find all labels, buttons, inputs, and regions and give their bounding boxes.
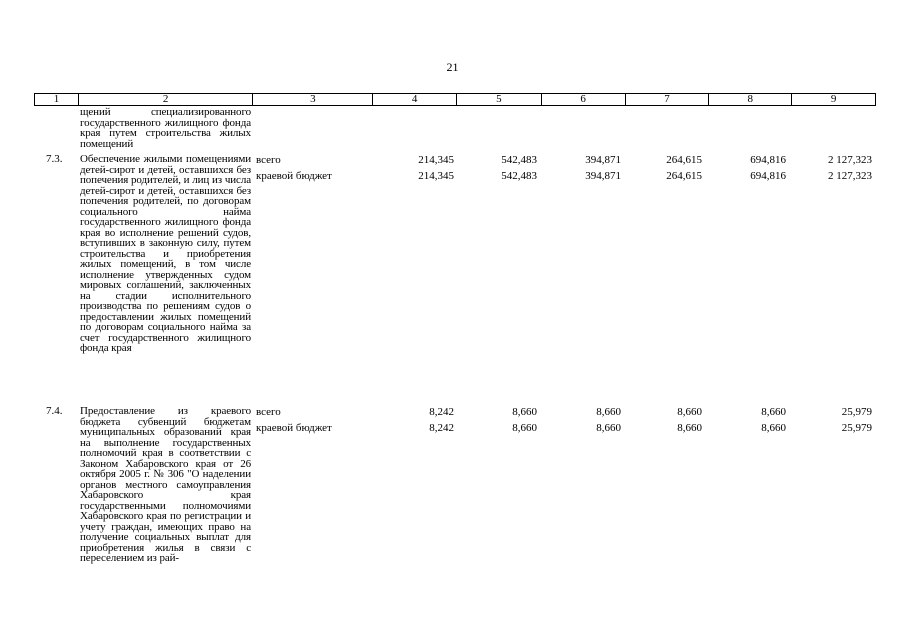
value-cell: 8,660 xyxy=(596,422,621,434)
value-cell: 394,871 xyxy=(585,154,621,166)
header-col-9: 9 xyxy=(830,93,837,105)
line-label: всего xyxy=(256,154,281,166)
value-cell: 8,660 xyxy=(761,406,786,418)
value-cell: 8,660 xyxy=(761,422,786,434)
value-cell: 214,345 xyxy=(418,154,454,166)
page-number: 21 xyxy=(446,60,459,74)
value-cell: 8,660 xyxy=(677,406,702,418)
value-cell: 8,660 xyxy=(512,422,537,434)
value-cell: 8,660 xyxy=(677,422,702,434)
header-col-6: 6 xyxy=(542,94,626,105)
value-cell: 8,242 xyxy=(429,422,454,434)
line-label: всего xyxy=(256,406,281,418)
header-col-2: 2 xyxy=(79,94,254,105)
value-cell: 25,979 xyxy=(841,422,872,434)
value-cell: 8,660 xyxy=(596,406,621,418)
header-col-4: 4 xyxy=(373,94,457,105)
header-col-5: 5 xyxy=(457,94,542,105)
value-cell: 2 127,323 xyxy=(828,170,872,182)
row-description: Обеспечение жилыми помещениями детей-сирот и детей, оставшихся без попечения родителей, и лиц из числа детей-сирот и детей, оставшихся без попечения родителей, по договорам социального найма государственного жилищного фонда края во исполнение решений судов, вступивших в законную силу, путем строительства и приобретения жилых помещений, в том числе исполнение утвержденных судом мировых соглашений, заключенных на стадии исполнительного производства по решениям судов о предоставлении жилых помещений по договорам социального найма за счет государственного жилищного фонда края xyxy=(80,153,251,354)
header-col-1: 1 xyxy=(35,94,79,105)
value-cell: 8,660 xyxy=(512,406,537,418)
carry-over-text: щений специализированного государственного жилищного фонда края путем строительства жилых помещений xyxy=(80,106,251,150)
table-header xyxy=(34,93,876,106)
line-label: краевой бюджет xyxy=(256,170,332,182)
value-cell: 8,242 xyxy=(429,406,454,418)
value-cell: 214,345 xyxy=(418,170,454,182)
value-cell: 25,979 xyxy=(841,406,872,418)
header-col-7: 7 xyxy=(626,94,710,105)
value-cell: 694,816 xyxy=(750,170,786,182)
value-cell: 394,871 xyxy=(585,170,621,182)
line-label: краевой бюджет xyxy=(256,422,332,434)
value-cell: 264,615 xyxy=(666,170,702,182)
row-number: 7.3. xyxy=(46,153,63,165)
header-col-8: 8 xyxy=(709,94,792,105)
row-description: Предоставление из краевого бюджета субвенций бюджетам муниципальных образований края на выполнение государственных полномочий края в соответствии с Законом Хабаровского края от 26 октября 2005 г. № 306 "О наделении органов местного самоуправления Хабаровского края государственными полномочиями Хабаровского края по регистрации и учету граждан, имеющих право на получение социальных выплат для приобретения жилья в связи с переселением из рай- xyxy=(80,405,251,564)
value-cell: 264,615 xyxy=(666,154,702,166)
row-number: 7.4. xyxy=(46,405,63,417)
header-col-3: 3 xyxy=(253,94,373,105)
value-cell: 542,483 xyxy=(501,154,537,166)
value-cell: 694,816 xyxy=(750,154,786,166)
value-cell: 542,483 xyxy=(501,170,537,182)
value-cell: 2 127,323 xyxy=(828,154,872,166)
